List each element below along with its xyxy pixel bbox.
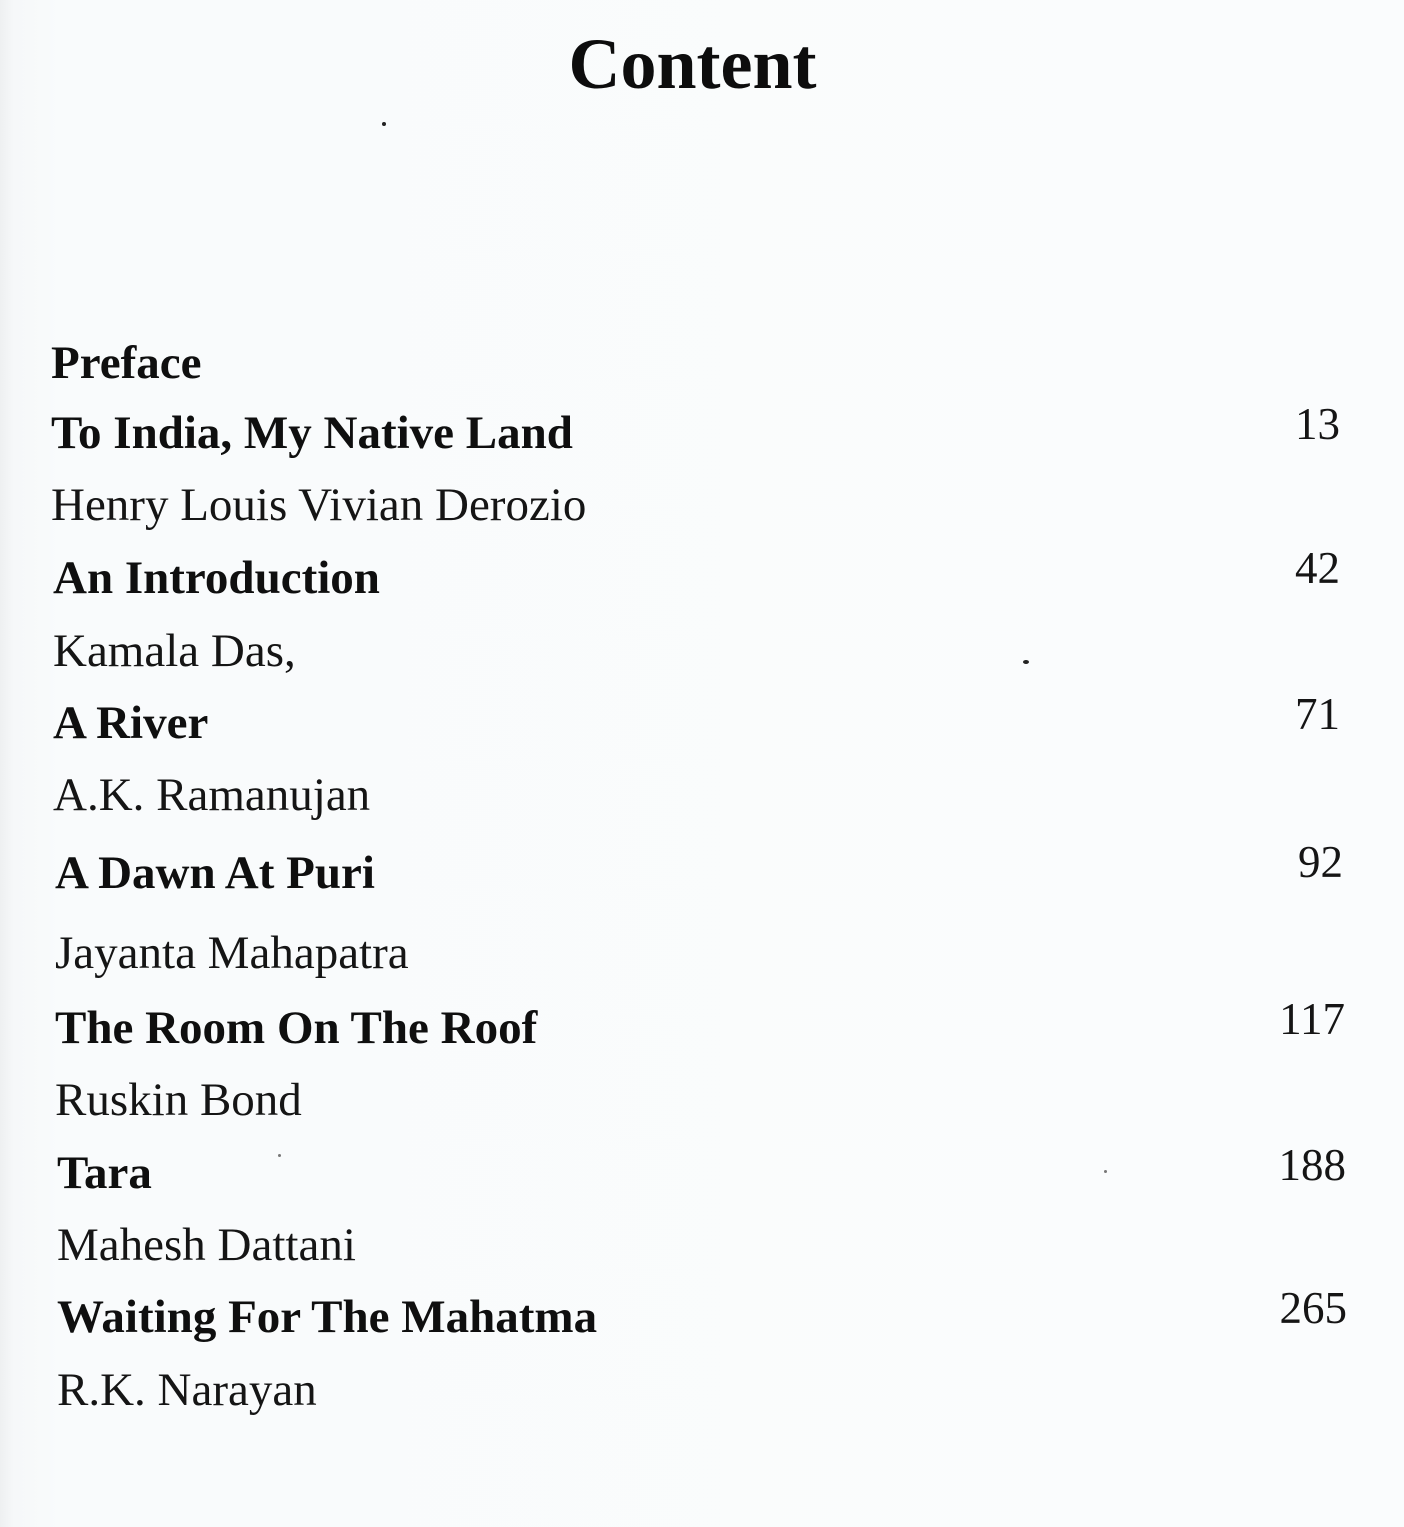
toc-entry-page-number: 92 xyxy=(1298,837,1343,887)
toc-entry-title: To India, My Native Land xyxy=(51,407,573,459)
preface-heading: Preface xyxy=(51,337,202,389)
toc-entry-page-number: 265 xyxy=(1279,1283,1347,1333)
toc-entry-title: A River xyxy=(53,697,209,749)
toc-entry-page-number: 42 xyxy=(1295,543,1340,593)
toc-entry-author: A.K. Ramanujan xyxy=(53,769,371,821)
scan-speck xyxy=(382,122,386,126)
scan-speck xyxy=(1104,1170,1107,1173)
toc-entry-page-number: 188 xyxy=(1278,1140,1346,1190)
toc-entry-title: The Room On The Roof xyxy=(55,1002,538,1054)
toc-entry-author: R.K. Narayan xyxy=(57,1364,317,1416)
scan-speck xyxy=(1023,660,1029,664)
toc-entry-title: Waiting For The Mahatma xyxy=(57,1291,598,1343)
toc-entry-author: Kamala Das, xyxy=(53,625,296,677)
toc-entry-author: Ruskin Bond xyxy=(55,1074,302,1126)
toc-entry-page-number: 13 xyxy=(1295,399,1340,449)
toc-entry-title: A Dawn At Puri xyxy=(55,847,375,899)
toc-entry-author: Mahesh Dattani xyxy=(57,1219,356,1271)
toc-entry-page-number: 71 xyxy=(1295,689,1340,739)
toc-entry-author: Henry Louis Vivian Derozio xyxy=(51,479,587,531)
toc-entry-title: An Introduction xyxy=(53,552,380,604)
toc-entry-page-number: 117 xyxy=(1279,994,1345,1044)
toc-entry-author: Jayanta Mahapatra xyxy=(55,927,409,979)
scan-speck xyxy=(278,1154,281,1157)
page-title: Content xyxy=(568,24,817,104)
toc-entry-title: Tara xyxy=(57,1147,152,1199)
